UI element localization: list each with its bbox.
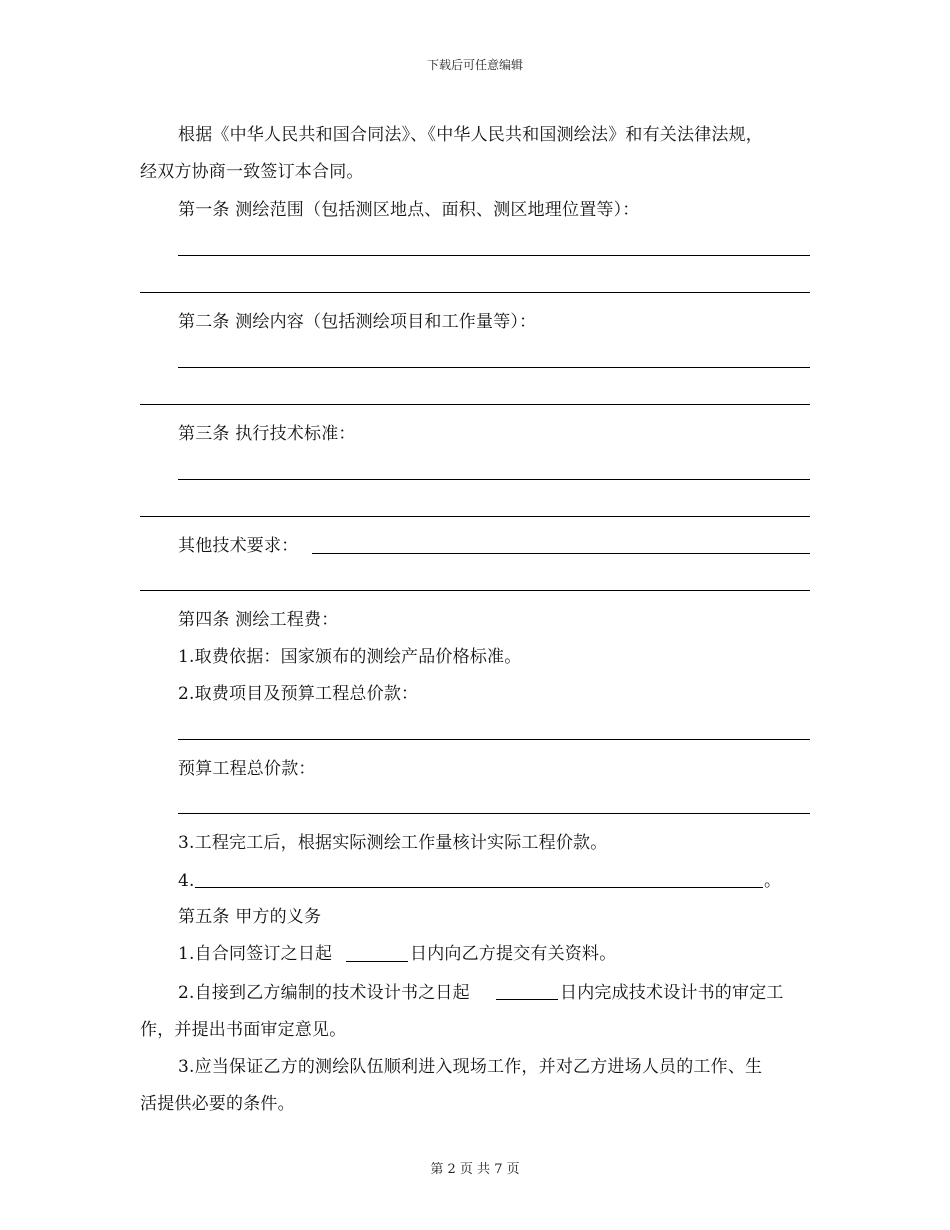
article-4-item-4-end: 。 <box>764 871 782 891</box>
budget-total-label: 预算工程总价款： <box>178 759 316 779</box>
article-3-title: 第三条 执行技术标准： <box>178 424 356 444</box>
article-4-title: 第四条 测绘工程费： <box>178 610 339 630</box>
article-5-item-2-end: 日内完成技术设计书的审定工 <box>560 983 784 1003</box>
article-5-item-1-end: 日内向乙方提交有关资料。 <box>410 944 617 964</box>
fill-line <box>178 479 810 480</box>
article-5-item-3-continued: 活提供必要的条件。 <box>140 1094 295 1114</box>
article-5-item-1-start: 1.自合同签订之日起 <box>178 944 333 964</box>
page-header: 下载后可任意编辑 <box>426 58 523 72</box>
intro-line-2: 经双方协商一致签订本合同。 <box>140 162 364 182</box>
article-4-item-3: 3.工程完工后，根据实际测绘工作量核计实际工程价款。 <box>178 833 608 853</box>
fill-line <box>178 255 810 256</box>
article-5-item-2-continued: 作，并提出书面审定意见。 <box>140 1020 347 1040</box>
fill-line <box>140 516 810 517</box>
article-5-item-2-start: 2.自接到乙方编制的技术设计书之日起 <box>178 983 470 1003</box>
article-4-item-1: 1.取费依据：国家颁布的测绘产品价格标准。 <box>178 647 522 667</box>
days-blank <box>496 999 558 1000</box>
article-1-title: 第一条 测绘范围（包括测区地点、面积、测区地理位置等）： <box>178 200 640 220</box>
intro-line-1: 根据《中华人民共和国合同法》、《中华人民共和国测绘法》和有关法律法规， <box>178 125 763 145</box>
fill-line <box>178 367 810 368</box>
fill-line <box>195 887 763 888</box>
other-requirements-label: 其他技术要求： <box>178 536 299 556</box>
fill-line <box>178 739 810 740</box>
days-blank <box>346 961 408 962</box>
article-2-title: 第二条 测绘内容（包括测绘项目和工作量等）： <box>178 312 537 332</box>
fill-line <box>312 553 810 554</box>
fill-line <box>140 292 810 293</box>
fill-line <box>140 404 810 405</box>
article-4-item-4-number: 4. <box>178 871 195 891</box>
article-4-item-2: 2.取费项目及预算工程总价款： <box>178 684 419 704</box>
page-footer: 第 2 页 共 7 页 <box>430 1162 520 1177</box>
fill-line <box>178 813 810 814</box>
fill-line <box>140 590 810 591</box>
article-5-title: 第五条 甲方的义务 <box>178 907 322 927</box>
article-5-item-3: 3.应当保证乙方的测绘队伍顺利进入现场工作，并对乙方进场人员的工作、生 <box>178 1057 763 1077</box>
